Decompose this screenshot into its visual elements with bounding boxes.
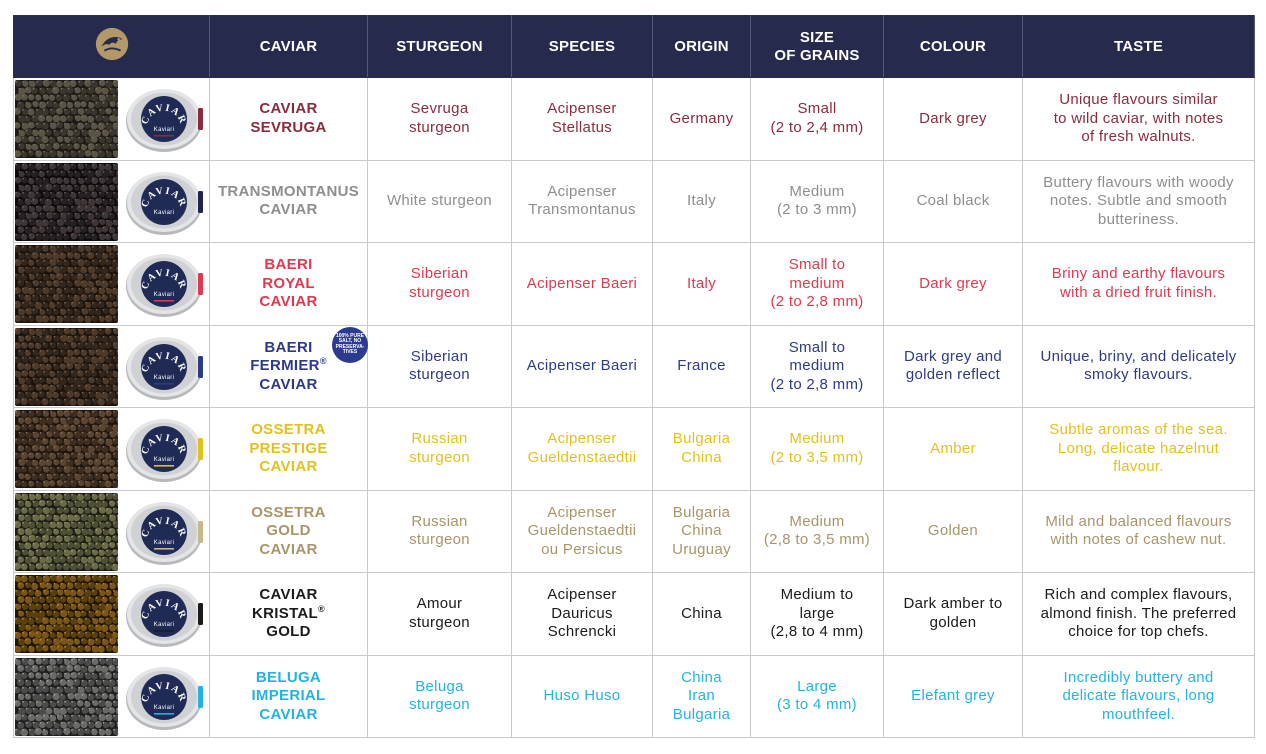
caviar-name-line: CAVIAR <box>259 375 318 393</box>
sturgeon-value-line: Amour <box>416 595 463 613</box>
caviar-name <box>210 655 368 738</box>
species-value-line: Gueldenstaedtii <box>527 522 637 539</box>
origin-value <box>653 490 751 573</box>
taste-value <box>1023 655 1255 738</box>
caviar-name-line: CAVIAR <box>259 458 318 475</box>
colour-value <box>884 408 1023 491</box>
origin-value-line: Germany <box>669 109 734 127</box>
species-value-line: Acipenser <box>547 100 617 118</box>
origin-value-line: France <box>677 357 726 374</box>
taste-value <box>1023 243 1255 326</box>
caviar-name-line: KRISTAL <box>252 604 319 622</box>
taste-value-line: to wild caviar, with notes <box>1053 109 1224 127</box>
caviar-image-cell <box>14 573 210 656</box>
species-value-line: Dauricus <box>551 604 613 622</box>
grain-size-value-line: Medium <box>789 512 845 530</box>
grain-size-value-line: (2,8 to 4 mm) <box>770 623 864 640</box>
taste-value-line: mouthfeel. <box>1101 705 1176 723</box>
svg-text:CAVIAR: CAVIAR <box>139 597 189 622</box>
taste-value-line: Long, delicate hazelnut <box>1057 439 1220 457</box>
taste-value-line: almond finish. The preferred <box>1040 604 1237 622</box>
colour-value <box>884 655 1023 738</box>
colour-value <box>884 573 1023 656</box>
sturgeon-value <box>368 408 512 491</box>
sturgeon-value <box>368 325 512 408</box>
grain-size-value-line: medium <box>789 357 845 374</box>
caviar-tin-image <box>124 167 204 237</box>
taste-value-line: choice for top chefs. <box>1068 623 1209 640</box>
grain-size-value-line: large <box>799 604 835 622</box>
sturgeon-value-line: Beluga <box>415 677 464 695</box>
origin-value-line: China <box>681 668 722 686</box>
sturgeon-fish-icon <box>93 25 131 63</box>
sturgeon-value <box>368 78 512 161</box>
grain-size-value-line: (2 to 3,5 mm) <box>770 448 864 466</box>
colour-value-line: Dark grey <box>919 109 987 127</box>
caviar-image-cell <box>14 243 210 326</box>
grain-size-value-line: (2 to 3 mm) <box>777 201 857 219</box>
pure-salt-badge <box>332 327 368 363</box>
caviar-texture-image <box>15 493 118 571</box>
taste-value <box>1023 160 1255 243</box>
caviar-name-line: FERMIER <box>250 357 320 374</box>
caviar-texture-image <box>15 658 118 736</box>
taste-value-line: butteriness. <box>1097 210 1180 228</box>
sturgeon-value-line: sturgeon <box>409 613 470 631</box>
pure-salt-badge-line: PRESERVA- <box>335 343 365 350</box>
species-value <box>512 160 653 243</box>
colour-value-line: Dark grey <box>919 274 987 292</box>
svg-text:CAVIAR: CAVIAR <box>139 267 189 292</box>
svg-text:Kaviari: Kaviari <box>153 209 175 216</box>
pure-salt-badge-line: 100% PURE <box>335 332 365 339</box>
caviar-image-cell <box>14 490 210 573</box>
grain-size-value <box>751 160 884 243</box>
caviar-name-line: IMPERIAL <box>251 687 326 704</box>
taste-value-line: with notes of cashew nut. <box>1050 531 1227 549</box>
svg-text:CAVIAR: CAVIAR <box>139 432 189 457</box>
species-value-line: Acipenser Baeri <box>526 357 638 374</box>
origin-value-line: Bulgaria <box>672 430 731 448</box>
grain-size-value-line: Medium <box>789 182 845 200</box>
taste-value-line: Incredibly buttery and <box>1063 668 1214 686</box>
colour-value <box>884 243 1023 326</box>
caviar-image-cell <box>14 408 210 491</box>
origin-value <box>653 573 751 656</box>
species-value-line: Acipenser <box>547 586 617 603</box>
origin-value <box>653 78 751 161</box>
svg-text:Kaviari: Kaviari <box>153 622 175 628</box>
header-logo-cell <box>14 16 210 78</box>
taste-value-line: Mild and balanced flavours <box>1045 512 1232 530</box>
origin-value <box>653 408 751 491</box>
caviar-name-line: SEVRUGA <box>250 118 327 136</box>
taste-value <box>1023 408 1255 491</box>
grain-size-value-line: (2 to 2,8 mm) <box>770 375 864 393</box>
taste-value-line: of fresh walnuts. <box>1081 128 1196 145</box>
grain-size-value <box>751 325 884 408</box>
caviar-name-line: GOLD <box>266 522 311 539</box>
header-origin: ORIGIN <box>653 16 751 78</box>
caviar-comparison-table <box>13 15 1255 738</box>
pure-salt-badge-line: TIVES <box>342 349 358 355</box>
species-value-line: Acipenser Baeri <box>526 274 638 292</box>
grain-size-value <box>751 78 884 161</box>
species-value-line: Schrencki <box>547 623 617 640</box>
taste-value-line: smoky flavours. <box>1084 366 1193 384</box>
caviar-image-cell <box>14 78 210 161</box>
header-row <box>14 16 1255 78</box>
species-value-line: Acipenser <box>547 182 617 200</box>
grain-size-value-line: Small <box>797 100 837 118</box>
origin-value-line: Bulgaria <box>672 705 731 723</box>
caviar-name-line: BELUGA <box>255 668 322 686</box>
origin-value-line: Uruguay <box>672 540 731 558</box>
origin-value-line: China <box>681 448 722 466</box>
colour-value-line: Coal black <box>916 192 990 209</box>
header-colour: COLOUR <box>884 16 1023 78</box>
grain-size-value-line: medium <box>789 274 845 292</box>
caviar-table-body <box>14 78 1255 738</box>
sturgeon-value-line: Sevruga <box>410 100 469 118</box>
caviar-texture-image <box>15 575 118 653</box>
species-value-line: Acipenser <box>547 430 617 448</box>
sturgeon-value-line: Russian <box>411 512 468 530</box>
caviar-name-line: BAERI <box>264 256 313 273</box>
sturgeon-value-line: Russian <box>411 430 468 448</box>
colour-value <box>884 78 1023 161</box>
origin-value <box>653 655 751 738</box>
caviar-name-line: GOLD <box>266 623 311 640</box>
caviar-table-container <box>13 15 1254 738</box>
header-sturgeon: STURGEON <box>368 16 512 78</box>
caviar-name <box>210 408 368 491</box>
caviar-name-line: CAVIAR <box>259 540 318 558</box>
caviar-name-line: BAERI <box>264 338 313 356</box>
colour-value <box>884 325 1023 408</box>
sturgeon-value <box>368 160 512 243</box>
sturgeon-value <box>368 655 512 738</box>
taste-value <box>1023 78 1255 161</box>
species-value <box>512 325 653 408</box>
sturgeon-value <box>368 243 512 326</box>
colour-value-line: golden <box>929 613 977 631</box>
caviar-image-cell <box>14 160 210 243</box>
species-value <box>512 490 653 573</box>
caviar-row <box>14 78 1255 161</box>
origin-value-line: China <box>681 522 722 539</box>
caviar-image-cell <box>14 655 210 738</box>
caviar-image-cell <box>14 325 210 408</box>
origin-value <box>653 160 751 243</box>
species-value-line: Acipenser <box>547 503 617 521</box>
grain-size-value <box>751 243 884 326</box>
colour-value-line: Elefant grey <box>911 687 995 704</box>
species-value-line: Transmontanus <box>528 201 636 219</box>
svg-text:CAVIAR: CAVIAR <box>139 514 189 539</box>
grain-size-value-line: (2 to 2,8 mm) <box>770 293 864 310</box>
caviar-row <box>14 160 1255 243</box>
caviar-row <box>14 573 1255 656</box>
caviar-name <box>210 160 368 243</box>
sturgeon-value-line: Siberian <box>410 347 469 365</box>
svg-text:CAVIAR: CAVIAR <box>139 349 189 374</box>
registered-mark: ® <box>318 603 325 614</box>
origin-value-line: Italy <box>686 274 716 292</box>
species-value <box>512 408 653 491</box>
grain-size-value-line: Medium to <box>780 586 854 603</box>
header-taste: TASTE <box>1023 16 1255 78</box>
grain-size-value <box>751 490 884 573</box>
species-value <box>512 243 653 326</box>
species-value <box>512 78 653 161</box>
species-value <box>512 655 653 738</box>
caviar-texture-image <box>15 410 118 488</box>
caviar-texture-image <box>15 245 118 323</box>
svg-text:CAVIAR: CAVIAR <box>139 184 189 209</box>
caviar-name-line: CAVIAR <box>259 293 318 310</box>
sturgeon-value-line: sturgeon <box>409 118 470 136</box>
taste-value <box>1023 490 1255 573</box>
caviar-name <box>210 325 368 408</box>
species-value-line: ou Persicus <box>541 540 623 558</box>
svg-text:Kaviari: Kaviari <box>153 704 175 711</box>
origin-value <box>653 243 751 326</box>
taste-value-line: delicate flavours, long <box>1062 687 1215 704</box>
caviar-tin-image <box>124 414 204 484</box>
grain-size-value-line: (2,8 to 3,5 mm) <box>763 531 871 549</box>
caviar-texture-image <box>15 80 118 158</box>
svg-text:Kaviari: Kaviari <box>153 374 175 381</box>
caviar-name-line: CAVIAR <box>259 201 318 219</box>
pure-salt-badge-line: SALT, NO <box>338 338 362 344</box>
caviar-row <box>14 243 1255 326</box>
caviar-texture-image <box>15 328 118 406</box>
grain-size-value-line: Medium <box>789 430 845 448</box>
caviar-row <box>14 490 1255 573</box>
colour-value <box>884 490 1023 573</box>
sturgeon-value-line: sturgeon <box>409 366 470 384</box>
grain-size-value <box>751 573 884 656</box>
colour-value-line: Amber <box>930 439 976 457</box>
origin-value-line: Bulgaria <box>672 503 731 521</box>
caviar-name-line: ROYAL <box>262 274 315 292</box>
svg-text:CAVIAR: CAVIAR <box>139 102 189 127</box>
caviar-row <box>14 408 1255 491</box>
sturgeon-value-line: sturgeon <box>409 531 470 549</box>
sturgeon-value-line: sturgeon <box>409 283 470 301</box>
caviar-name-line: TRANSMONTANUS <box>217 182 360 200</box>
colour-value-line: Golden <box>927 522 979 539</box>
caviar-texture-image <box>15 163 118 241</box>
registered-mark: ® <box>319 356 327 366</box>
taste-value <box>1023 573 1255 656</box>
caviar-tin-image <box>124 332 204 402</box>
taste-value-line: Rich and complex flavours, <box>1044 586 1233 603</box>
caviar-tin-image <box>124 249 204 319</box>
taste-value-line: Briny and earthy flavours <box>1051 265 1226 283</box>
caviar-row <box>14 325 1255 408</box>
header-species: SPECIES <box>512 16 653 78</box>
taste-value-line: Buttery flavours with woody <box>1043 173 1234 191</box>
sturgeon-value-line: sturgeon <box>409 696 470 714</box>
origin-value-line: China <box>681 604 722 622</box>
caviar-name-line: OSSETRA <box>251 503 326 521</box>
grain-size-value-line: (3 to 4 mm) <box>777 696 857 714</box>
caviar-name <box>210 78 368 161</box>
origin-value-line: Italy <box>686 192 716 209</box>
caviar-name-line: OSSETRA <box>251 421 326 438</box>
caviar-tin-image <box>124 662 204 732</box>
caviar-name <box>210 490 368 573</box>
taste-value-line: Unique, briny, and delicately <box>1040 347 1237 365</box>
header-size-of-grains: SIZE OF GRAINS <box>751 16 884 78</box>
taste-value <box>1023 325 1255 408</box>
caviar-name-line: CAVIAR <box>259 586 318 603</box>
sturgeon-value <box>368 573 512 656</box>
origin-value-line: Iran <box>687 687 716 704</box>
grain-size-value <box>751 408 884 491</box>
sturgeon-value-line: Siberian <box>410 265 469 283</box>
svg-text:Kaviari: Kaviari <box>153 457 175 463</box>
colour-value <box>884 160 1023 243</box>
grain-size-value-line: Small to <box>788 338 846 356</box>
origin-value <box>653 325 751 408</box>
species-value-line: Huso Huso <box>543 687 621 704</box>
grain-size-value <box>751 655 884 738</box>
sturgeon-value-line: sturgeon <box>409 448 470 466</box>
taste-value-line: Subtle aromas of the sea. <box>1049 421 1228 438</box>
svg-text:Kaviari: Kaviari <box>153 292 175 298</box>
colour-value-line: golden reflect <box>905 366 1001 384</box>
sturgeon-value-line: White sturgeon <box>386 192 493 209</box>
taste-value-line: notes. Subtle and smooth <box>1049 192 1228 209</box>
taste-value-line: Unique flavours similar <box>1059 91 1218 108</box>
grain-size-value-line: Small to <box>788 256 846 273</box>
caviar-name-line: CAVIAR <box>259 100 318 118</box>
grain-size-value-line: Large <box>797 677 837 695</box>
caviar-name-line: CAVIAR <box>259 705 318 723</box>
caviar-tin-image <box>124 497 204 567</box>
taste-value-line: with a dried fruit finish. <box>1059 283 1218 301</box>
species-value-line: Gueldenstaedtii <box>527 448 637 466</box>
caviar-name <box>210 243 368 326</box>
caviar-row <box>14 655 1255 738</box>
colour-value-line: Dark amber to <box>903 595 1003 613</box>
svg-text:CAVIAR: CAVIAR <box>139 679 189 704</box>
header-caviar: CAVIAR <box>210 16 368 78</box>
species-value-line: Stellatus <box>551 118 613 136</box>
grain-size-value-line: (2 to 2,4 mm) <box>770 118 864 136</box>
svg-text:Kaviari: Kaviari <box>153 539 175 546</box>
caviar-tin-image <box>124 579 204 649</box>
caviar-tin-image <box>124 84 204 154</box>
taste-value-line: flavour. <box>1113 458 1164 475</box>
sturgeon-value <box>368 490 512 573</box>
colour-value-line: Dark grey and <box>903 347 1003 365</box>
species-value <box>512 573 653 656</box>
caviar-name-line: PRESTIGE <box>249 439 328 457</box>
svg-text:Kaviari: Kaviari <box>153 127 175 133</box>
caviar-name <box>210 573 368 656</box>
